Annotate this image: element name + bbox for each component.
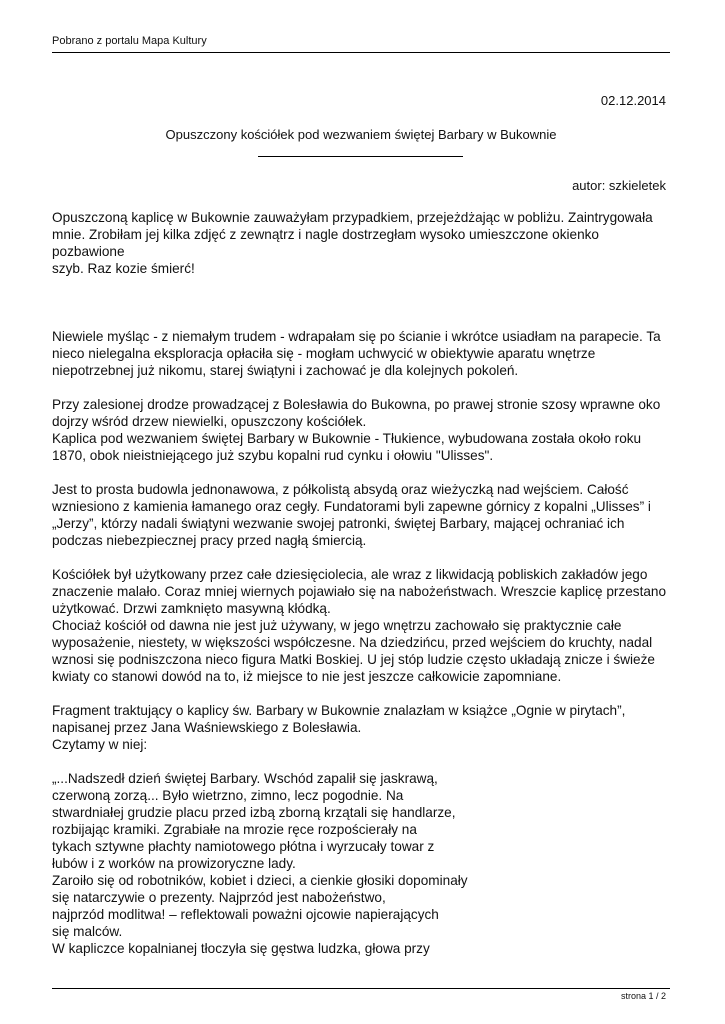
page-number: strona 1 / 2 [620, 991, 666, 1001]
document-title: Opuszczony kościółek pod wezwaniem świętej Barbary w Bukownie [165, 127, 557, 142]
article-body [52, 209, 672, 957]
paragraph-5: Kościółek był użytkowany przez całe dziesięciolecia, ale wraz z likwidacją pobliskich zakładów jego znaczenie malało. Coraz mniej wiernych pojawiało się na nabożeństwach. Wreszcie kaplicę przestano użytkować. Drzwi zamknięto masywną kłódką. Chociaż kościół od dawna nie jest już używany, w jego wnętrzu zachowało się praktycznie całe wyposażenie, niestety, w większości współczesne. Na dziedzińcu, przed wejściem do kruchty, nadal wznosi się podniszczona nieco figura Matki Boskiej. U jej stóp ludzie często układają znicze i świeże kwiaty co stanowi dowód na to, iż miejsce to nie jest jeszcze całkowicie zapomniane. [52, 567, 667, 684]
paragraph-1: Opuszczoną kaplicę w Bukownie zauważyłam przypadkiem, przejeżdżając w pobliżu. Zaintrygowała mnie. Zrobiłam jej kilka zdjęć z zewnątrz i nagle dostrzegłam wysoko umieszczone okienko pozbawione szyb. Raz kozie śmierć! [52, 210, 653, 276]
portal-header: Pobrano z portalu Mapa Kultury [52, 35, 207, 47]
paragraph-2: Niewiele myśląc - z niemałym trudem - wdrapałam się po ścianie i wkrótce usiadłam na parapecie. Ta nieco nielegalna eksploracja opłaciła się - mogłam uchwycić w obiektywie aparatu wnętrze niepotrzebnej już nikomu, starej świątyni i zachować je dla kolejnych pokoleń. [52, 329, 661, 378]
quoted-fragment: „...Nadszedł dzień świętej Barbary. Wschód zapalił się jaskrawą, czerwoną zorzą... Było wietrzno, zimno, lecz pogodnie. Na stwardniałej grudzie placu przed izbą zborną krzątali się handlarze, rozbijając kramiki. Zgrabiałe na mrozie ręce rozpościerały na tykach sztywne płachty namiotowego płótna i wyrzucały towar z łubów i z worków na prowizoryczne lady. Zaroiło się od robotników, kobiet i dzieci, a cienkie głosiki dopominały się natarczywie o prezenty. Najprzód jest nabożeństwo, najprzód modlitwa! – reflektowali poważni ojcowie napierających się malców. W kapliczce kopalnianej tłoczyła się gęstwa ludzka, głowa przy [52, 771, 468, 956]
document-author: autor: szkieletek [572, 178, 666, 193]
paragraph-3: Przy zalesionej drodze prowadzącej z Bolesławia do Bukowna, po prawej stronie szosy wprawne oko dojrzy wśród drzew niewielki, opuszczony kościółek. Kaplica pod wezwaniem świętej Barbary w Bukownie - Tłukience, wybudowana została około roku 1870, obok nieistniejącego już szybu kopalni rud cynku i ołowiu "Ulisses". [52, 397, 661, 463]
paragraph-6: Fragment traktujący o kaplicy św. Barbary w Bukownie znalazłam w książce „Ognie w pirytach”, napisanej przez Jana Waśniewskiego z Bolesławia. Czytamy w niej: [52, 703, 626, 752]
header-divider [52, 52, 670, 53]
title-underline [258, 156, 463, 157]
paragraph-4: Jest to prosta budowla jednonawowa, z półkolistą absydą oraz wieżyczką nad wejściem. Całość wzniesiono z kamienia łamanego oraz cegły. Fundatorami byli zapewne górnicy z kopalni „Ulisses” i „Jerzy”, którzy nadali świątyni wezwanie swojej patronki, świętej Barbary, mającej ochraniać ich podczas niebezpiecznej pracy przed nagłą śmiercią. [52, 482, 651, 548]
footer-divider [52, 988, 670, 989]
document-date: 02.12.2014 [600, 93, 666, 108]
